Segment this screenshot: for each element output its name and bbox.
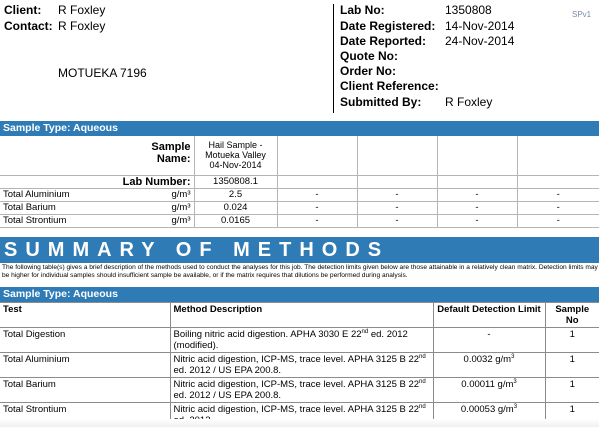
analyte-unit: g/m³ — [112, 188, 194, 201]
header-right-label: Submitted By: — [340, 95, 422, 109]
client-value: R Foxley — [58, 3, 106, 17]
analyte-value: 0.024 — [194, 201, 277, 214]
detection-limit-value: 0.0032 g/m — [463, 354, 512, 365]
method-description-text: Nitric acid digestion, ICP-MS, trace level. APHA 3125 B 22 — [173, 379, 420, 390]
method-description-text: ed. 2012 / US EPA 200.8. — [173, 390, 282, 401]
header-right-label: Lab No: — [340, 3, 385, 17]
sample-type-bar — [0, 121, 599, 136]
method-test: Total Aluminium — [0, 353, 170, 378]
method-sample-no: 1 — [545, 353, 599, 378]
empty-value: - — [437, 188, 517, 201]
lab-number-value: 1350808.1 — [194, 175, 277, 188]
header-right-label: Order No: — [340, 64, 397, 78]
lab-number-label: Lab Number: — [112, 175, 194, 188]
method-description — [170, 378, 433, 403]
empty-value: - — [277, 188, 357, 201]
method-description — [170, 328, 433, 353]
method-description-text: Boiling nitric acid digestion. APHA 3030 E 22 — [173, 329, 362, 340]
col-detection-limit: Default Detection Limit — [433, 303, 545, 328]
empty-value: - — [357, 214, 437, 227]
method-description-text: Nitric acid digestion, ICP-MS, trace level. APHA 3125 B 22 — [173, 404, 420, 415]
result-row — [0, 188, 599, 201]
header-right-label: Date Reported: — [340, 34, 427, 48]
method-test: Total Barium — [0, 378, 170, 403]
analyte-value: 2.5 — [194, 188, 277, 201]
header-right-label: Quote No: — [340, 49, 398, 63]
method-detection-limit — [433, 378, 545, 403]
col-method-description: Method Description — [170, 303, 433, 328]
header-right-value: 14-Nov-2014 — [445, 19, 515, 33]
detection-limit-value: 0.00053 g/m — [460, 404, 514, 415]
header-right-value: 24-Nov-2014 — [445, 34, 515, 48]
col-test: Test — [0, 303, 170, 328]
analyte-name: Total Strontium — [0, 214, 112, 227]
empty-value: - — [277, 214, 357, 227]
sample-name-value: Hail Sample - Motueka Valley 04-Nov-2014 — [194, 136, 277, 175]
unit-exponent: 3 — [513, 378, 517, 385]
analyte-name: Total Barium — [0, 201, 112, 214]
analyte-name: Total Aluminium — [0, 188, 112, 201]
method-row — [0, 353, 599, 378]
header-right-value: 1350808 — [445, 3, 492, 17]
results-table — [0, 136, 599, 228]
method-detection-limit — [433, 353, 545, 378]
header-right-label: Date Registered: — [340, 19, 436, 33]
method-sample-no: 1 — [545, 378, 599, 403]
analyte-value: 0.0165 — [194, 214, 277, 227]
client-label: Client: — [4, 3, 42, 17]
empty-value: - — [517, 201, 599, 214]
analyte-unit: g/m³ — [112, 214, 194, 227]
detection-limit-value: - — [487, 329, 491, 340]
lab-number-row — [0, 175, 599, 188]
method-test: Total Digestion — [0, 328, 170, 353]
method-description — [170, 353, 433, 378]
unit-exponent: 3 — [513, 403, 518, 410]
col-sample-no: Sample No — [545, 303, 599, 328]
method-sample-no: 1 — [545, 403, 599, 427]
methods-sample-type-title: Sample Type: Aqueous — [3, 288, 118, 300]
header-divider — [333, 4, 334, 113]
method-sample-no: 1 — [545, 328, 599, 353]
method-detection-limit — [433, 328, 545, 353]
method-description-text: Nitric acid digestion, ICP-MS, trace level. APHA 3125 B 22 — [173, 354, 420, 365]
ordinal-suffix: nd — [419, 353, 426, 360]
method-row — [0, 378, 599, 403]
ordinal-suffix: nd — [419, 403, 426, 410]
method-test: Total Strontium — [0, 403, 170, 427]
sample-type-title: Sample Type: Aqueous — [3, 122, 118, 134]
empty-value: - — [517, 214, 599, 227]
contact-label: Contact: — [4, 19, 53, 33]
methods-description: The following table(s) gives a brief description of the methods used to conduct the analyses for this job. The detection limits given below are those attainable in a relatively clean matrix. Detection limits may be higher for individual samples should insufficient sample be available, or if the matrix requires that dilutions be performed during analysis. — [2, 264, 598, 279]
method-description-text: ed. 2012 (modified). — [173, 329, 408, 351]
unit-exponent: 3 — [511, 353, 515, 360]
address-line: MOTUEKA 7196 — [58, 66, 147, 80]
empty-value: - — [357, 201, 437, 214]
sample-name-label: Sample Name: — [112, 136, 194, 175]
empty-value: - — [437, 201, 517, 214]
header-right-label: Client Reference: — [340, 79, 439, 93]
methods-table — [0, 302, 599, 427]
methods-header-row — [0, 303, 599, 328]
footer-fade — [0, 419, 599, 427]
ordinal-suffix: nd — [361, 328, 369, 335]
method-rows — [0, 328, 599, 427]
result-rows — [0, 188, 599, 227]
empty-value: - — [357, 188, 437, 201]
version-tag: SPv1 — [572, 10, 592, 19]
empty-value: - — [517, 188, 599, 201]
methods-sample-type-bar — [0, 287, 599, 302]
result-row — [0, 214, 599, 227]
detection-limit-value: 0.00011 g/m — [461, 379, 514, 390]
sample-name-row — [0, 136, 599, 175]
method-row — [0, 328, 599, 353]
ordinal-suffix: nd — [419, 378, 426, 385]
contact-value: R Foxley — [58, 19, 106, 33]
header-right-value: R Foxley — [445, 95, 493, 109]
analyte-unit: g/m³ — [112, 201, 194, 214]
method-description-text: ed. 2012 / US EPA 200.8. — [173, 365, 282, 376]
empty-value: - — [277, 201, 357, 214]
empty-value: - — [437, 214, 517, 227]
summary-of-methods-banner: SUMMARY OF METHODS — [0, 237, 599, 263]
result-row — [0, 201, 599, 214]
